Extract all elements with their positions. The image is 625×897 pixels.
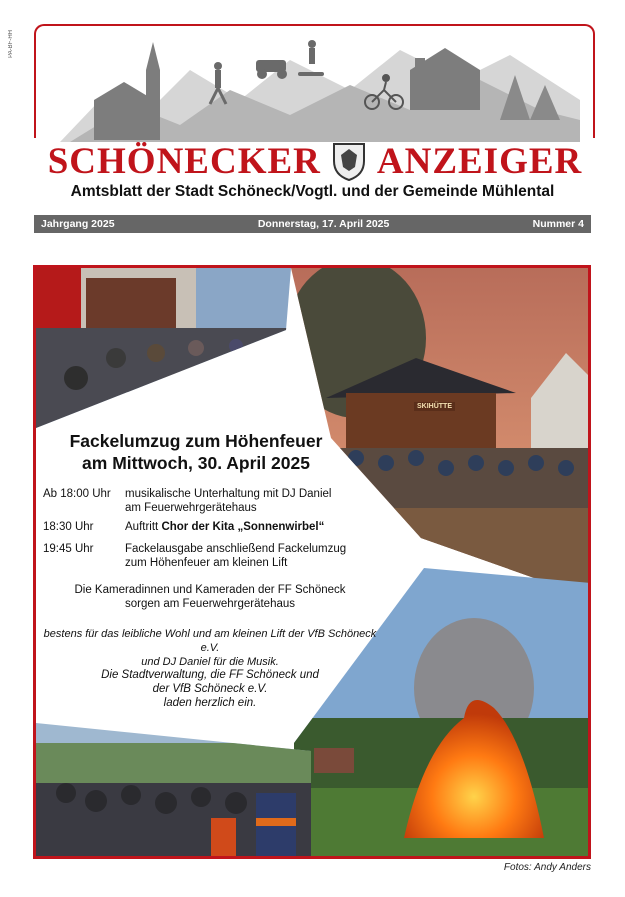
masthead [45,140,585,182]
issue-number: Nummer 4 [532,218,584,230]
crest-icon [331,141,367,181]
invitation-line: Die Stadtverwaltung, die FF Schöneck und [101,669,319,681]
church-icon [94,42,160,140]
catering-note-line: Die Kameradinnen und Kameraden der FF Schöneck [74,584,346,596]
schedule-row [43,542,373,570]
photo-credit: Fotos: Andy Anders [503,862,591,873]
ski-hut-sign: SKIHÜTTE [414,402,455,411]
schedule-row [43,487,373,515]
issue-date: Donnerstag, 17. April 2025 [257,218,390,230]
photo-bonfire [294,568,591,859]
catering-note [40,583,380,611]
choir-name: Chor der Kita „Sonnenwirbel“ [161,521,325,533]
schedule-time: Ab 18:00 Uhr [43,488,111,500]
schedule-time: 19:45 Uhr [43,543,94,555]
event-headline [46,430,346,474]
schedule-text-line: musikalische Unterhaltung mit DJ Daniel [125,488,332,500]
schedule-text [125,520,324,534]
side-code: PA-BF-HH [8,30,14,58]
schedule-text-line: zum Höhenfeuer am kleinen Lift [125,557,288,569]
header-illustration [60,30,580,142]
support-note-line: bestens für das leibliche Wohl und am kleinen Lift der VfB Schöneck e.V. [43,628,377,654]
masthead-right-word: ANZEIGER [376,140,583,182]
schedule-text-line: Auftritt [125,521,162,533]
schedule-text [125,542,346,570]
schedule-row [43,520,373,534]
invitation-line: laden herzlich ein. [163,697,257,709]
invitation-line: der VfB Schöneck e.V. [152,683,268,695]
headline-line-2: am Mittwoch, 30. April 2025 [82,453,310,473]
masthead-left-word: SCHÖNECKER [47,140,321,182]
schedule-text-line: Fackelausgabe anschließend Fackelumzug [125,543,347,555]
photo-fire-station-crowd [36,268,291,428]
support-note-line: und DJ Daniel für die Musik. [141,656,279,668]
schedule-text [125,487,331,515]
schedule-time: 18:30 Uhr [43,521,94,533]
invitation [40,668,380,710]
catering-note-line: sorgen am Feuerwehrgerätehaus [124,598,296,610]
photo-firefighter-crowd [36,723,311,859]
volume-year: Jahrgang 2025 [41,218,115,230]
masthead-subtitle: Amtsblatt der Stadt Schöneck/Vogtl. und der Gemeinde Mühlental [70,183,555,200]
info-bar [34,215,591,233]
headline-line-1: Fackelumzug zum Höhenfeuer [69,431,323,451]
castle-icon [410,48,480,110]
support-note [38,627,382,669]
schedule-text-line: am Feuerwehrgerätehaus [125,502,257,514]
